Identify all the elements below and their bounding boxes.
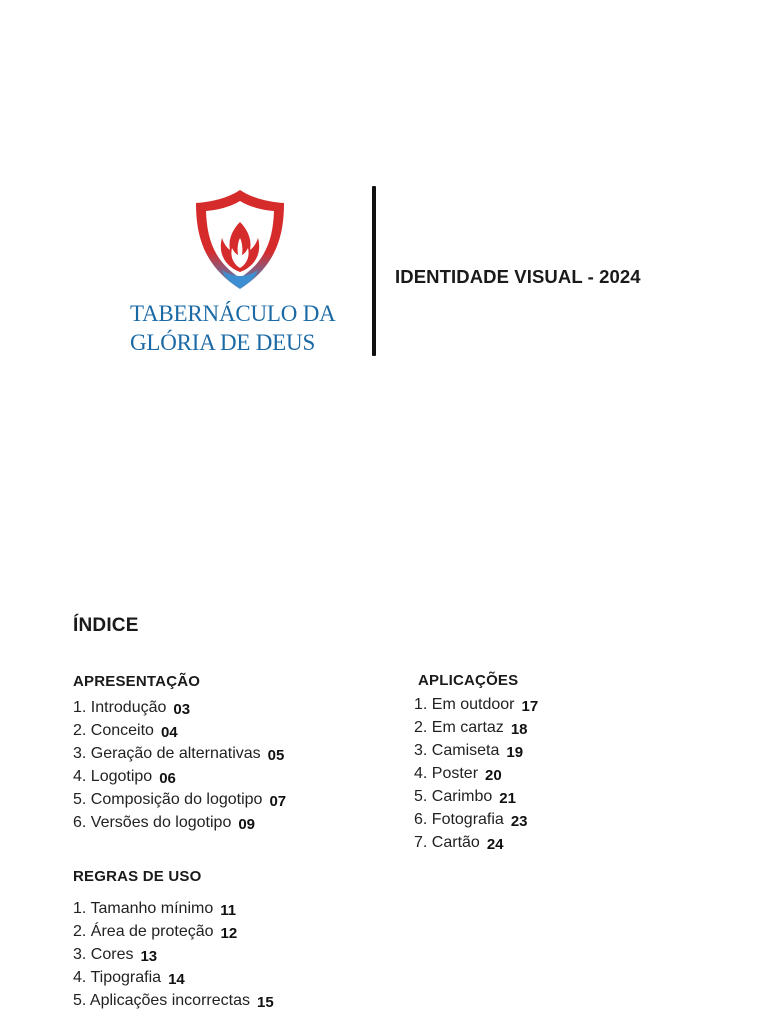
toc-item-page: 13 [140, 948, 158, 965]
toc-list-apresentacao [73, 696, 286, 834]
toc-item [414, 831, 538, 854]
toc-item [414, 739, 538, 762]
toc-item-label: 2. Em cartaz [414, 719, 504, 736]
toc-item-page: 21 [499, 790, 516, 807]
toc-item-label: 4. Poster [414, 765, 479, 782]
toc-list-regras [73, 897, 274, 1012]
toc-item [414, 762, 538, 785]
toc-item [73, 943, 274, 966]
toc-item-page: 07 [269, 793, 287, 810]
toc-item [73, 788, 286, 811]
toc-item-label: 5. Carimbo [414, 788, 493, 805]
toc-item [414, 693, 538, 716]
brand-name-line2: GLÓRIA DE DEUS [130, 330, 316, 355]
toc-item-page: 14 [168, 971, 185, 988]
toc-item [73, 719, 286, 742]
index-title: ÍNDICE [73, 615, 139, 636]
toc-item-page: 23 [510, 813, 528, 830]
toc-item-label: 1. Introdução [73, 699, 167, 716]
toc-item-page: 15 [256, 994, 274, 1011]
document-title: IDENTIDADE VISUAL - 2024 [395, 266, 641, 287]
section-heading-apresentacao: APRESENTAÇÃO [73, 673, 201, 690]
toc-item-page: 12 [220, 925, 238, 942]
toc-item-label: 2. Conceito [73, 722, 154, 739]
brand-name-line1: TABERNÁCULO DA [130, 301, 336, 326]
brand-wordmark [130, 299, 352, 357]
toc-item [73, 920, 274, 943]
toc-item [414, 808, 538, 831]
toc-item-label: 4. Tipografia [73, 969, 162, 986]
shield-flame-icon [192, 188, 288, 292]
toc-item-label: 1. Em outdoor [414, 696, 515, 713]
toc-item [73, 989, 274, 1012]
toc-item-page: 05 [267, 747, 285, 764]
toc-item-page: 09 [238, 816, 256, 833]
toc-item-page: 24 [486, 836, 504, 853]
toc-item-label: 5. Composição do logotipo [73, 791, 263, 808]
toc-item [73, 811, 286, 834]
toc-item-page: 18 [510, 721, 528, 738]
toc-item-page: 04 [160, 724, 178, 741]
toc-list-aplicacoes [414, 693, 538, 854]
toc-item-page: 03 [173, 701, 191, 718]
toc-item-page: 11 [220, 902, 237, 919]
section-heading-aplicacoes: APLICAÇÕES [418, 672, 519, 689]
toc-item [73, 765, 286, 788]
toc-item-label: 3. Geração de alternativas [73, 745, 261, 762]
toc-item-page: 19 [506, 744, 524, 761]
toc-item-label: 1. Tamanho mínimo [73, 900, 214, 917]
toc-item-page: 20 [485, 767, 502, 784]
toc-item [414, 785, 538, 808]
toc-item [73, 696, 286, 719]
toc-item-label: 7. Cartão [414, 834, 480, 851]
toc-item [73, 897, 274, 920]
toc-item-label: 6. Fotografia [414, 811, 504, 828]
toc-item-label: 2. Área de proteção [73, 923, 214, 940]
toc-item-label: 3. Cores [73, 946, 134, 963]
toc-item [73, 966, 274, 989]
vertical-divider [372, 186, 376, 356]
toc-item-label: 5. Aplicações incorrectas [73, 992, 250, 1009]
toc-item-page: 06 [159, 770, 176, 787]
toc-item-page: 17 [521, 698, 539, 715]
toc-item [73, 742, 286, 765]
toc-item-label: 4. Logotipo [73, 768, 153, 785]
toc-item-label: 6. Versões do logotipo [73, 814, 232, 831]
section-heading-regras: REGRAS DE USO [73, 868, 202, 885]
toc-item-label: 3. Camiseta [414, 742, 500, 759]
toc-item [414, 716, 538, 739]
